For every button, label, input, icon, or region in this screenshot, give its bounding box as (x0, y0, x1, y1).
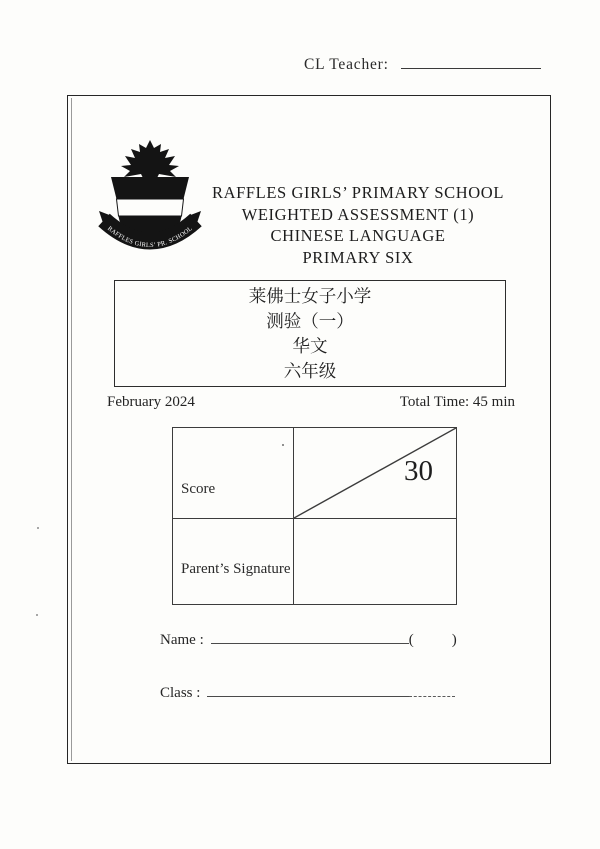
score-label: Score (181, 481, 216, 497)
exam-date: February 2024 (107, 394, 195, 410)
class-field-row (160, 683, 455, 702)
name-blank-line (211, 630, 409, 644)
crest-shield-top (111, 177, 189, 199)
scan-speck (282, 444, 284, 446)
scan-double-line (71, 98, 72, 761)
max-score: 30 (404, 455, 433, 487)
cl-teacher-blank-line (401, 54, 541, 69)
chinese-subject: 华文 (292, 335, 328, 356)
index-paren-close: ) (451, 632, 457, 648)
scan-speck (37, 527, 39, 529)
chinese-level: 六年级 (283, 360, 337, 381)
assessment-title: WEIGHTED ASSESSMENT (1) (241, 204, 475, 224)
chinese-school-name: 莱佛士女子小学 (248, 285, 372, 306)
class-label: Class : (160, 685, 201, 701)
score-value-cell (294, 428, 456, 519)
cl-teacher-label: CL Teacher: (304, 56, 389, 73)
signature-label-cell (173, 519, 294, 604)
level-title: PRIMARY SIX (302, 247, 414, 267)
school-name: RAFFLES GIRLS’ PRIMARY SCHOOL (212, 183, 504, 202)
signature-blank-cell (294, 519, 456, 604)
crest-ribbon-text: RAFFLES GIRLS’ PR. SCHOOL (106, 225, 194, 250)
parent-signature-label: Parent’s Signature (181, 561, 291, 577)
score-table (172, 427, 457, 605)
chinese-title-box (114, 280, 506, 387)
chinese-assessment: 测验（一） (266, 310, 354, 331)
subject-title: CHINESE LANGUAGE (270, 226, 446, 245)
name-field-row (160, 630, 457, 649)
document-header (202, 182, 514, 268)
class-blank-line-tail (409, 683, 455, 697)
crest-shield-band (117, 199, 184, 216)
class-blank-line (207, 683, 409, 697)
crest-leaves-icon (121, 140, 179, 178)
index-paren-open: ( (408, 632, 414, 648)
meta-row (107, 394, 515, 411)
score-label-cell (173, 428, 294, 519)
name-label: Name : (160, 632, 204, 648)
cl-teacher-row (304, 54, 541, 74)
scan-speck (36, 614, 38, 616)
total-time: Total Time: 45 min (399, 394, 515, 410)
school-crest (97, 137, 203, 268)
